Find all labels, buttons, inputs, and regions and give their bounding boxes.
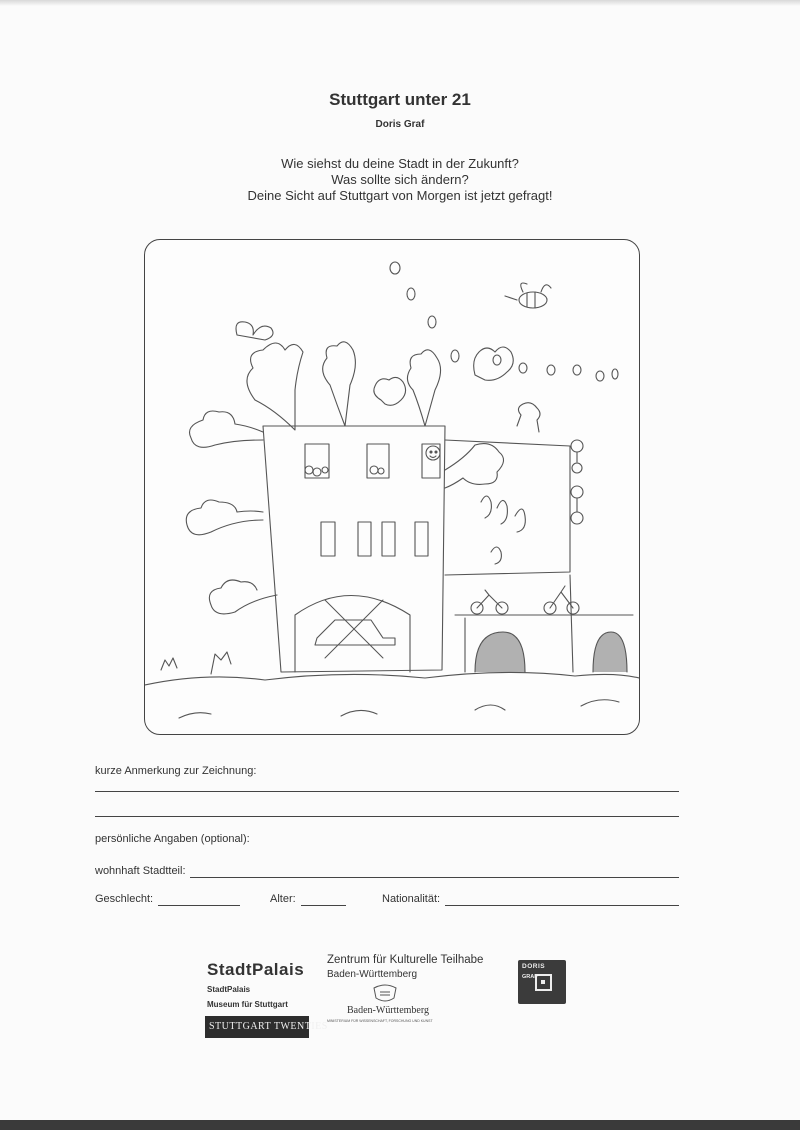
garage xyxy=(295,596,410,673)
plant-squiggle xyxy=(491,547,501,564)
doris-graf-logo xyxy=(518,960,566,1004)
intro-line-1: Wie siehst du deine Stadt in der Zukunft? xyxy=(281,156,519,171)
comment-line-2[interactable] xyxy=(95,816,679,817)
window xyxy=(321,522,335,556)
drawing-frame xyxy=(144,239,640,735)
bubble-icon xyxy=(612,369,618,379)
bicycle-icon xyxy=(471,590,508,614)
wave xyxy=(581,700,619,706)
bubble-icon xyxy=(547,365,555,375)
window xyxy=(422,444,440,478)
bee-icon xyxy=(505,283,551,308)
author-name: Doris Graf xyxy=(375,119,425,130)
wave xyxy=(475,705,505,710)
gender-field[interactable] xyxy=(158,905,240,906)
tree-icon xyxy=(517,403,540,432)
bubble-icon xyxy=(596,371,604,381)
flower-icon xyxy=(370,466,378,474)
window xyxy=(358,522,371,556)
bicycle-icon xyxy=(544,586,579,614)
tree-icon xyxy=(190,411,264,447)
bubble-icon xyxy=(407,288,415,300)
ground-line xyxy=(145,672,639,685)
bubble-icon xyxy=(451,350,459,362)
bw-ministry: MINISTERIUM FÜR WISSENSCHAFT, FORSCHUNG UND KUNST xyxy=(327,1019,433,1023)
plant-squiggle xyxy=(497,500,507,524)
grass xyxy=(211,652,231,674)
comment-line-1[interactable] xyxy=(95,791,679,792)
district-label: wohnhaft Stadtteil: xyxy=(95,865,186,877)
dg-doris: DORIS xyxy=(522,963,546,970)
bubble-icon xyxy=(390,262,400,274)
tree-icon xyxy=(407,350,440,426)
comment-label: kurze Anmerkung zur Zeichnung: xyxy=(95,765,257,777)
main-building xyxy=(263,426,445,672)
dg-graf: GRAF xyxy=(522,974,538,980)
tree-icon xyxy=(474,347,514,380)
bicycle-icon xyxy=(571,486,583,524)
bw-name: Baden-Württemberg xyxy=(347,1005,430,1016)
intro-text xyxy=(0,156,800,204)
child-drawing xyxy=(145,240,639,734)
window xyxy=(382,522,395,556)
nationality-field[interactable] xyxy=(445,905,679,906)
scan-top-shadow xyxy=(0,0,800,6)
bubble-icon xyxy=(573,365,581,375)
bubble-icon xyxy=(519,363,527,373)
district-field[interactable] xyxy=(190,877,679,878)
stadtpalais-wordmark: StadtPalais xyxy=(207,960,305,979)
tree-icon xyxy=(374,377,406,405)
flower-icon xyxy=(305,466,313,474)
dg-square-icon xyxy=(535,974,552,991)
intro-line-3: Deine Sicht auf Stuttgart von Morgen ist jetzt gefragt! xyxy=(247,188,553,203)
stadtpalais-logo xyxy=(207,960,317,1010)
window xyxy=(367,444,389,478)
age-field[interactable] xyxy=(301,905,346,906)
tree-icon xyxy=(323,342,356,426)
plant-squiggle xyxy=(481,496,491,518)
personal-label: persönliche Angaben (optional): xyxy=(95,833,250,845)
gender-label: Geschlecht: xyxy=(95,893,154,905)
tree-icon xyxy=(186,500,263,535)
butterfly-icon xyxy=(236,322,273,340)
window xyxy=(415,522,428,556)
tree-icon xyxy=(445,444,504,488)
zkt-logo xyxy=(327,954,507,980)
stadtpalais-subtitle: Museum für Stuttgart xyxy=(207,1000,288,1009)
intro-line-2: Was sollte sich ändern? xyxy=(331,172,469,187)
nationality-label: Nationalität: xyxy=(382,893,441,905)
plant-squiggle xyxy=(515,509,525,532)
zkt-subtitle: Baden-Württemberg xyxy=(327,969,418,980)
wave xyxy=(179,713,211,718)
tree-icon xyxy=(209,580,277,614)
bicycle-icon xyxy=(571,440,583,473)
scan-bottom-edge xyxy=(0,1120,800,1130)
zkt-title: Zentrum für Kulturelle Teilhabe xyxy=(327,954,484,966)
bubble-icon xyxy=(493,355,501,365)
car-icon xyxy=(315,620,395,645)
page-title: Stuttgart unter 21 xyxy=(329,90,471,109)
age-label: Alter: xyxy=(270,893,296,905)
tunnel-arch xyxy=(593,632,627,672)
stuttgart-twenties-logo: STUTTGART TWENTIES xyxy=(205,1016,309,1038)
grass xyxy=(161,658,177,670)
bubble-icon xyxy=(428,316,436,328)
tree-icon xyxy=(247,343,303,430)
coat-of-arms-icon xyxy=(370,984,400,1004)
tunnel-arch xyxy=(475,632,525,672)
stadtpalais-name: StadtPalais xyxy=(207,985,251,994)
wave xyxy=(341,710,377,716)
